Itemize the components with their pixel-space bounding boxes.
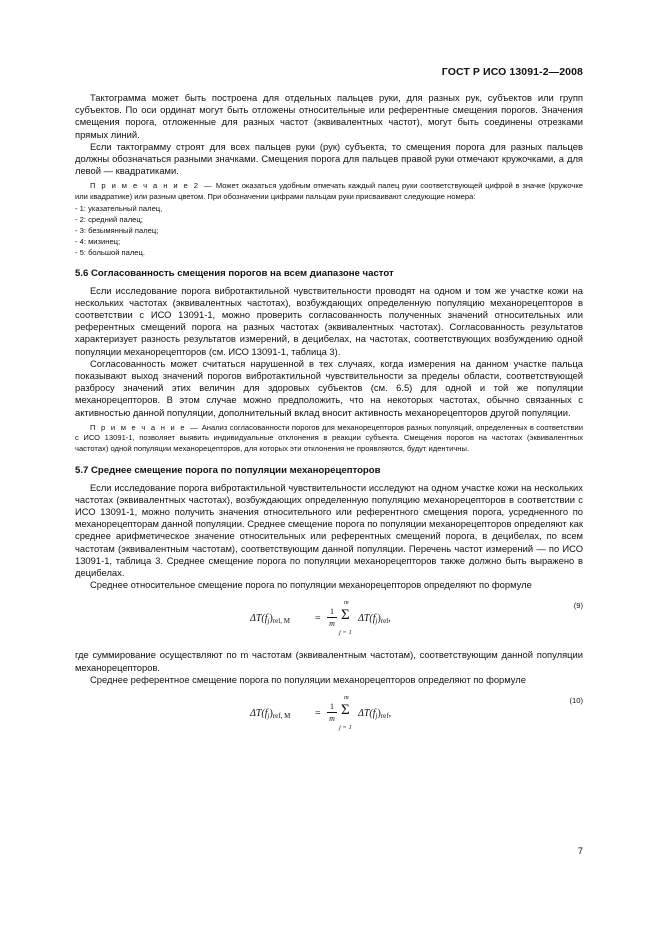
formula-equals: = — [315, 613, 321, 625]
paragraph: Согласованность может считаться нарушенной в тех случаях, когда измерения на данном участке пальца показывают выход значений порогов вибротактильной чувствительности за пределы области, соответствующей разбросу значений этих величин для здоровых субъектов (см. 6.5) для одной и той же популяции механорецепторов. В этом случае можно предположить, что на некоторых частотах, обычно связанных с активностью данной популяции, дополнительный вклад вносит активность механорецепторов другой популяции. — [75, 357, 583, 418]
paragraph: Если исследование порога вибротактильной чувствительности исследуют на одном участке кожи на нескольких частотах (эквивалентных частотах), возбуждающих определенную популяцию механорецепторов в соответствии с ИСО 13091-1, можно получить значения относительного или референтного смещения порога, усредненного по механорецепторам данной популяции. Среднее смещение порога по популяции механорецепторов определяют как среднее арифметическое значение относительных или референтных смещений порога, в децибелах, по всем частотам (эквивалентным частотам), соответствующим данной популяции. Перечень частот измерений — по ИСО 13091-1, таблица 3. Среднее смещение порога по популяции механорецепторов также должно быть выражено в децибелах. — [75, 481, 583, 579]
page-content — [75, 92, 583, 744]
paragraph: Если исследование порога вибротактильной чувствительности проводят на одном и том же участке кожи на нескольких частотах (эквивалентных частотах), возбуждающих определенную популяцию механорецепторов в соответствии с ИСО 13091-1, можно проверить согласованность полученных значений относительных или референтных смещений порога на разных частотах (эквивалентных частотах). Согласованность результатов характеризует разность результатов измерений, в децибелах, на частотах, соответствующих возбуждению одной популяции механорецепторов (см. ИСО 13091-1, таблица 3). — [75, 284, 583, 357]
finger-number-list — [75, 203, 583, 258]
formula-9 — [75, 597, 583, 645]
formula-fraction: 1 m — [327, 702, 337, 723]
sum-lower-limit: j = 1 — [339, 724, 352, 732]
paragraph: Среднее относительное смещение порога по популяции механорецепторов определяют по формуле — [90, 579, 532, 591]
formula-fraction: 1 m — [327, 607, 337, 628]
list-item: - 5: большой палец. — [75, 247, 145, 257]
sum-symbol: Σ — [341, 607, 350, 624]
sum-lower-limit: j = 1 — [339, 629, 352, 637]
section-heading-5-7: 5.7 Среднее смещение порога по популяции механорецепторов — [75, 464, 381, 476]
page-number: 7 — [577, 846, 583, 857]
list-item: - 4: мизинец; — [75, 236, 121, 246]
paragraph: где суммирование осуществляют по m частотам (эквивалентным частотам), соответствующим данной популяции механорецепторов. — [75, 649, 583, 673]
formula-equals: = — [315, 708, 321, 720]
note-text: Анализ согласованности порогов для механорецепторов разных популяций, определенных в соответствии с ИСО 13091-1, позволяет выявить индивидуальные отклонения в реакции субъекта. Смещения порогов на частотах (эквивалентных частотах) одной популяции механорецепторов, для которых эти отклонения не проявляются, будут идентичны. — [75, 422, 583, 454]
note-label: П р и м е ч а н и е 2 — — [90, 181, 214, 191]
formula-rhs: $\Delta T(f_j)_{rel}$, — [358, 613, 391, 626]
formula-lhs: $\Delta T(f_j)_{rel, M}$ — [250, 613, 290, 626]
paragraph: Среднее референтное смещение порога по популяции механорецепторов определяют по формуле — [90, 673, 526, 685]
note-label: П р и м е ч а н и е — — [90, 422, 200, 432]
sum-symbol: Σ — [341, 702, 350, 719]
equation-number: (10) — [569, 696, 583, 706]
formula-10 — [75, 692, 583, 740]
document-header: ГОСТ Р ИСО 13091-2—2008 — [441, 66, 583, 78]
note-5-6 — [75, 423, 583, 455]
list-item: - 2: средний палец; — [75, 214, 143, 224]
list-item: - 3: безымянный палец; — [75, 225, 159, 235]
list-item: - 1: указательный палец, — [75, 203, 163, 213]
sum-upper-limit: m — [344, 599, 349, 607]
sum-upper-limit: m — [344, 694, 349, 702]
note-text: Может оказаться удобным отмечать каждый палец руки соответствующей цифрой в значке (кружочке или квадратике) или разным цветом. При обозначении цифрами пальцам руки присваивают следующие номера: — [75, 181, 583, 202]
section-heading-5-6: 5.6 Согласованность смещения порогов на всем диапазоне частот — [75, 267, 394, 279]
formula-rhs: $\Delta T(f_j)_{ref}$, — [358, 708, 392, 721]
paragraph: Если тактограмму строят для всех пальцев руки (рук) субъекта, то смещения порога для разных пальцев должны обозначаться разными значками. Смещения порога для пальцев правой руки отмечают кружочками, а для левой — квадратиками. — [75, 140, 583, 177]
equation-number: (9) — [573, 601, 583, 611]
formula-lhs: $\Delta T(f_j)_{ref, M}$ — [250, 708, 291, 721]
paragraph: Тактограмма может быть построена для отдельных пальцев руки, для разных рук, субъектов или групп субъектов. По оси ординат могут быть отложены относительные или референтные смещения порогов. Значения смещения порога, отложенные для разных частот (эквивалентных частот), могут быть соединены отрезками прямых линий. — [75, 92, 583, 140]
note-2 — [75, 181, 583, 202]
